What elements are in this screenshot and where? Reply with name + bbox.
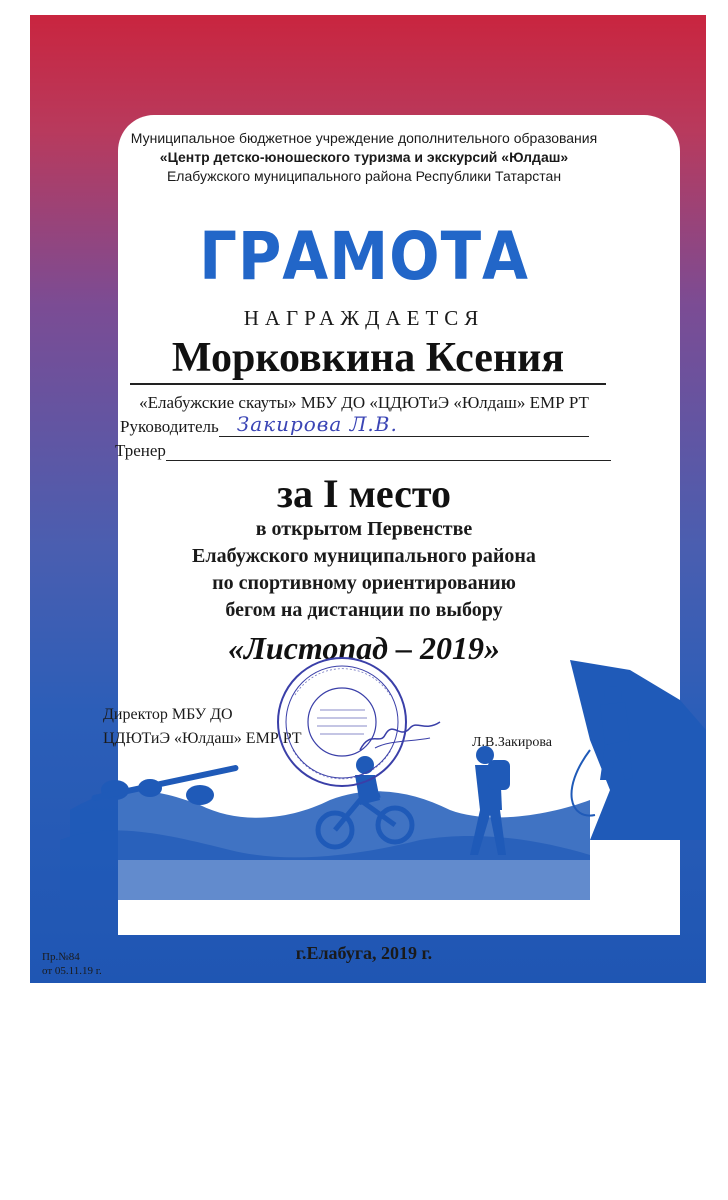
certificate-title: ГРАМОТА xyxy=(199,218,529,295)
organization-line-3: Елабужского муниципального района Республики Татарстан xyxy=(166,168,562,184)
director-signature xyxy=(355,710,445,760)
registration-line-2: от 05.11.19 г. xyxy=(42,965,102,977)
leader-row xyxy=(120,412,589,437)
event-line-3: по спортивному ориентированию xyxy=(212,572,516,594)
awarded-label: НАГРАЖДАЕТСЯ xyxy=(243,306,485,330)
leader-field xyxy=(219,412,589,437)
leader-handwriting: Закирова Л.В. xyxy=(236,412,398,436)
coach-field xyxy=(166,440,611,461)
city-year: г.Елабуга, 2019 г. xyxy=(295,943,433,963)
director-line-1: Директор МБУ ДО xyxy=(103,706,233,723)
organization-line-2: «Центр детско-юношеского туризма и экскурсий «Юлдаш» xyxy=(159,149,569,165)
registration-line-1: Пр.№84 xyxy=(42,951,80,963)
coach-label: Тренер xyxy=(115,441,166,460)
director-line-2: ЦДЮТиЭ «Юлдаш» ЕМР РТ xyxy=(103,730,302,747)
director-name: Л.В.Закирова xyxy=(472,735,552,750)
place-text: за I место xyxy=(276,471,451,516)
event-name: «Листопад – 2019» xyxy=(227,630,501,666)
event-line-1: в открытом Первенстве xyxy=(255,518,473,540)
organization-line-1: Муниципальное бюджетное учреждение дополнительного образования xyxy=(130,130,598,146)
coach-row xyxy=(115,440,611,461)
mountain-slope xyxy=(570,660,706,840)
director-block xyxy=(103,703,302,751)
leader-label: Руководитель xyxy=(120,417,219,436)
event-line-4: бегом на дистанции по выбору xyxy=(225,599,503,621)
registration-number xyxy=(42,950,102,978)
event-line-2: Елабужского муниципального района xyxy=(192,545,536,567)
recipient-name: Морковкина Ксения xyxy=(130,333,606,385)
team-line: «Елабужские скауты» МБУ ДО «ЦДЮТиЭ «Юлдаш» ЕМР РТ xyxy=(139,393,589,412)
